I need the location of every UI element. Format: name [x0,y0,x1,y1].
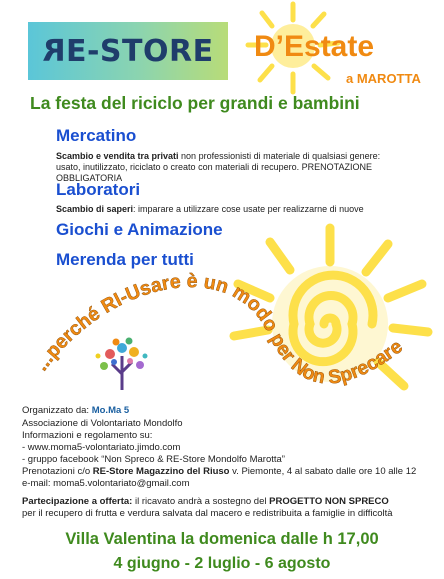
slogan-path: ...perché RI-Usare è un modo per Non Sprecare [30,270,407,389]
big-sun-icon [228,220,433,420]
organizer-name: Mo.Ma 5 [91,405,130,416]
section-title-mercatino: Mercatino [56,126,137,145]
logo-mirrored-r: R [42,33,66,69]
event-title: D’Estate [254,30,375,63]
email-link[interactable]: e-mail: moma5.volontariato@gmail.com [22,478,190,489]
participation-bold: Partecipazione a offerta: [22,496,133,507]
logo-word: E-STORE [65,33,214,69]
section-title-merenda: Merenda per tutti [56,250,194,269]
section-title-laboratori: Laboratori [56,180,141,199]
booking-post: v. Piemonte, 4 al sabato dalle ore 10 alle 12 [229,466,417,477]
association-name: Associazione di Volontariato Mondolfo [22,418,183,429]
desc-text: : imparare a utilizzare cose usate per realizzarne di nuove [133,204,364,214]
participation-line [22,496,389,507]
section-title-giochi: Giochi e Animazione [56,220,223,239]
moma-tree-logo-icon [94,334,150,392]
section-desc-laboratori [56,204,396,215]
organizer-label: Organizzato da: [22,405,92,416]
booking-pre: Prenotazioni c/o [22,466,93,477]
booking-line [22,466,416,477]
event-location: a MAROTTA [346,71,421,86]
logo-text [42,34,213,69]
desc-text: non professionisti di materiale di qualsiasi genere: usato, inutilizzato, riciclato o creato con materiali di recupero. PRENOTAZIONE OBBLIGATORIA [56,151,381,183]
headline: La festa del riciclo per grandi e bambini [30,93,360,113]
desc-bold: Scambio e vendita tra privati [56,151,179,161]
dates: 4 giugno - 2 luglio - 6 agosto [113,555,331,572]
venue: Villa Valentina la domenica dalle h 17,00 [65,530,379,548]
participation-line-2: per il recupero di frutta e verdura salvata dal macero e redistribuita a famiglie in difficoltà [22,508,393,519]
facebook-group: - gruppo facebook “Non Spreco & RE-Store Mondolfo Marotta” [22,454,285,465]
re-store-logo [28,22,228,80]
participation-text: il ricavato andrà a sostegno del [132,496,270,507]
desc-bold: Scambio di saperi [56,204,134,214]
info-title: Informazioni e regolamento su: [22,430,153,441]
organizer-line [22,405,129,416]
website-link[interactable]: - www.moma5-volontariato.jimdo.com [22,442,181,453]
participation-project: PROGETTO NON SPRECO [269,496,389,507]
booking-place: RE-Store Magazzino del Riuso [92,466,230,477]
section-desc-mercatino [56,151,396,183]
